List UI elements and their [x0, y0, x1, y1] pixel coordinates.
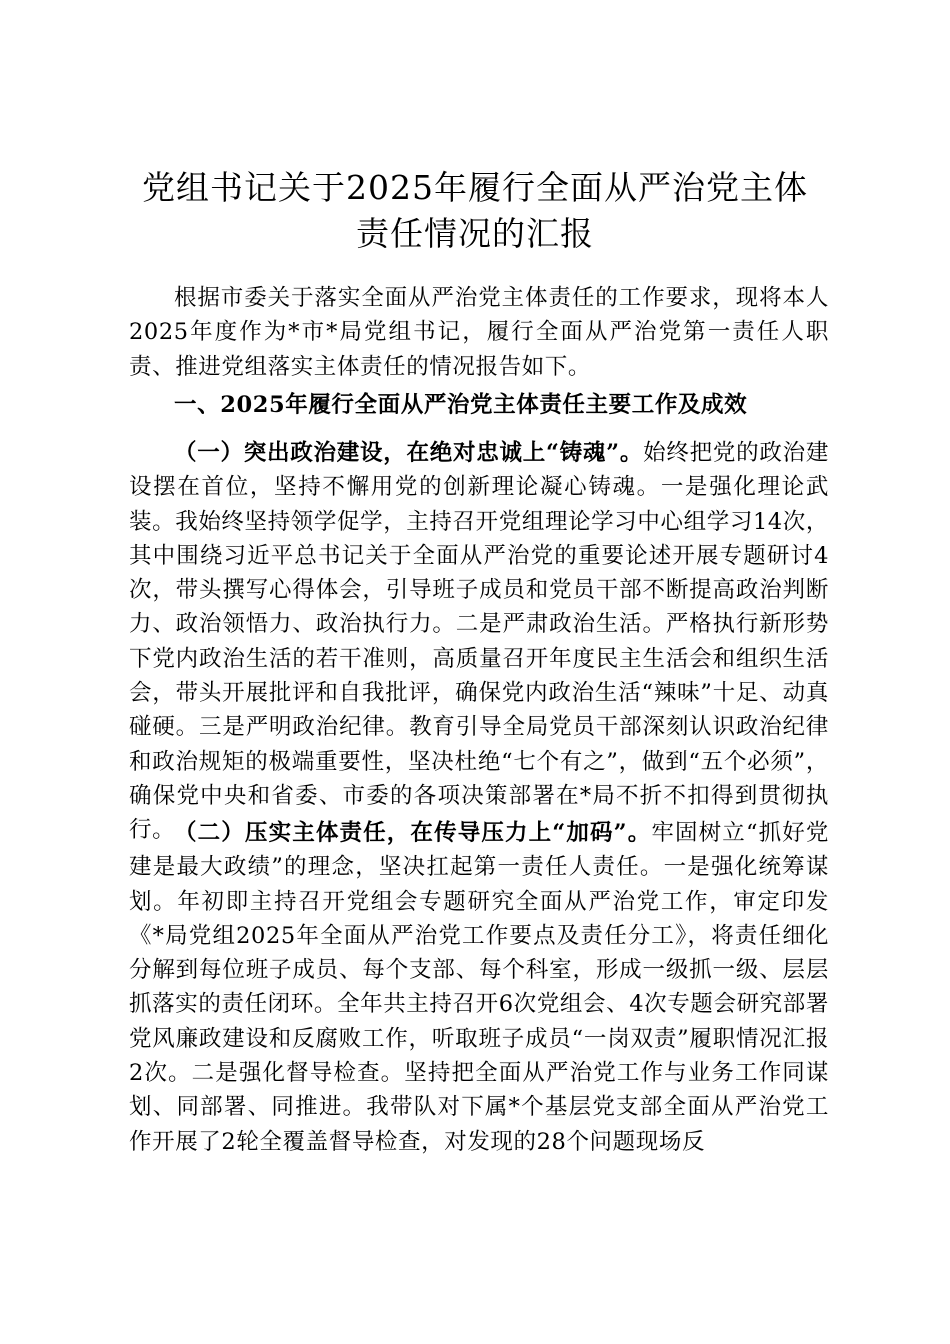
paragraph-lead-main-responsibility: （二）压实主体责任，在传导压力上“加码”。 [174, 820, 652, 846]
intro-paragraph: 根据市委关于落实全面从严治党主体责任的工作要求，现将本人2025年度作为*市*局党组书记，履行全面从严治党第一责任人职责、推进党组落实主体责任的情况报告如下。 [129, 285, 829, 380]
paragraph-body-political-building: 始终把党的政治建设摆在首位，坚持不懈用党的创新理论凝心铸魂。一是强化理论武装。我始终坚持领学促学，主持召开党组理论学习中心组学习14次，其中围绕习近平总书记关于全面从严治党的重要论述开展专题研讨4次，带头撰写心得体会，引导班子成员和党员干部不断提高政治判断力、政治领悟力、政治执行力。二是严肃政治生活。严格执行新形势下党内政治生活的若干准则，高质量召开年度民主生活会和组织生活会，带头开展批评和自我批评，确保党内政治生活“辣味”十足、动真碰硬。三是严明政治纪律。教育引导全局党员干部深刻认识政治纪律和政治规矩的极端重要性，坚决杜绝“七个有之”，做到“五个必须”，确保党中央和省委、市委的各项决策部署在*局不折不扣得到贯彻执行。 [129, 440, 829, 844]
paragraph-body-main-responsibility: 牢固树立“抓好党建是最大政绩”的理念，坚决扛起第一责任人责任。一是强化统筹谋划。年初即主持召开党组会专题研究全面从严治党工作，审定印发《*局党组2025年全面从严治党工作要点及责任分工》，将责任细化分解到每位班子成员、每个支部、每个科室，形成一级抓一级、层层抓落实的责任闭环。全年共主持召开6次党组会、4次专题会研究部署党风廉政建设和反腐败工作，听取班子成员“一岗双责”履职情况汇报2次。二是强化督导检查。坚持把全面从严治党工作与业务工作同谋划、同部署、同推进。我带队对下属*个基层党支部全面从严治党工作开展了2轮全覆盖督导检查，对发现的28个问题现场反 [129, 820, 829, 1155]
document-title-line-1: 党组书记关于2025年履行全面从严治党主体 [142, 168, 808, 207]
section-heading-1: 一、2025年履行全面从严治党主体责任主要工作及成效 [174, 392, 748, 418]
document-title-line-2: 责任情况的汇报 [356, 214, 594, 253]
paragraph-lead-political-building: （一）突出政治建设，在绝对忠诚上“铸魂”。 [174, 440, 644, 466]
paragraph-main-responsibility [129, 816, 829, 1159]
paragraph-political-building [129, 436, 829, 848]
